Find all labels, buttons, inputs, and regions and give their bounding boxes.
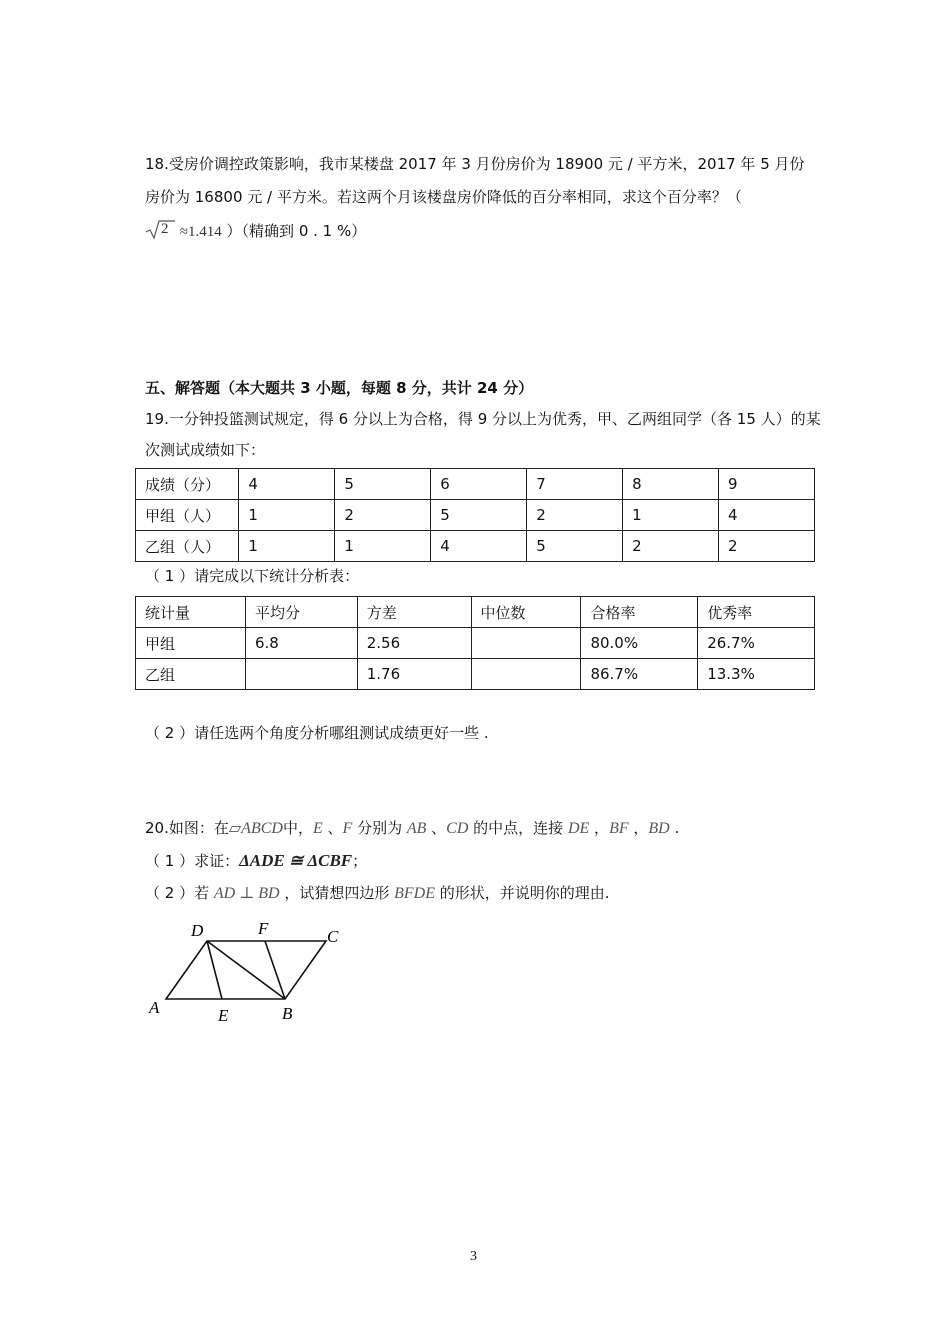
table-cell: 甲组（人） bbox=[136, 500, 239, 531]
approx-value: ≈1.414 bbox=[179, 224, 222, 240]
diagonal-bd bbox=[207, 941, 285, 999]
quadrilateral-name: BFDE bbox=[394, 885, 435, 902]
q20-text: 中， bbox=[282, 819, 313, 837]
q20-intro bbox=[145, 818, 679, 839]
sqrt-expression bbox=[145, 219, 175, 241]
table-cell: 方差 bbox=[357, 597, 471, 628]
table-cell: 甲组 bbox=[136, 628, 246, 659]
q20-text: 的中点，连接 bbox=[468, 819, 568, 837]
table-cell: 5 bbox=[335, 469, 431, 500]
table-cell: 8 bbox=[623, 469, 719, 500]
q18-line-3 bbox=[145, 219, 366, 242]
table-cell: 2.56 bbox=[357, 628, 471, 659]
table-cell: 1 bbox=[335, 531, 431, 562]
table-cell: 9 bbox=[719, 469, 815, 500]
table-cell: 86.7% bbox=[581, 659, 698, 690]
table-cell bbox=[471, 659, 581, 690]
q20-text: （ 2 ）若 bbox=[145, 884, 214, 902]
q19-line-2: 次测试成绩如下： bbox=[145, 441, 266, 459]
q20-text: . bbox=[669, 819, 680, 837]
table-cell: 2 bbox=[623, 531, 719, 562]
table-cell: 统计量 bbox=[136, 597, 246, 628]
label-a: A bbox=[149, 998, 160, 1017]
table-cell: 4 bbox=[431, 531, 527, 562]
page-number: 3 bbox=[470, 1249, 477, 1264]
parallelogram-symbol: ▱ABCD bbox=[228, 820, 283, 837]
table-cell: 6 bbox=[431, 469, 527, 500]
q18-precision: ）（精确到 0 . 1 %） bbox=[226, 222, 367, 240]
label-b: B bbox=[282, 1004, 293, 1023]
table-cell: 1.76 bbox=[357, 659, 471, 690]
label-c: C bbox=[327, 927, 339, 946]
segment-bd: BD bbox=[648, 820, 670, 837]
table-cell: 4 bbox=[719, 500, 815, 531]
table-cell: 6.8 bbox=[245, 628, 357, 659]
congruence-expression: ΔADE ≅ ΔCBF bbox=[239, 851, 353, 870]
q20-text: 的形状，并说明你的理由. bbox=[434, 884, 610, 902]
segment-bf: BF bbox=[609, 820, 629, 837]
table-cell: 80.0% bbox=[581, 628, 698, 659]
label-d: D bbox=[191, 921, 204, 940]
q19-part-1: （ 1 ）请完成以下统计分析表： bbox=[145, 567, 360, 585]
q20-text: 分别为 bbox=[352, 819, 407, 837]
q20-text: 、 bbox=[426, 819, 447, 837]
score-table bbox=[135, 468, 815, 562]
segment-de: DE bbox=[567, 820, 590, 837]
table-cell bbox=[245, 659, 357, 690]
q19-part-2: （ 2 ）请任选两个角度分析哪组测试成绩更好一些 . bbox=[145, 724, 489, 742]
q20-text: 、 bbox=[322, 819, 343, 837]
table-cell: 乙组 bbox=[136, 659, 246, 690]
table-cell: 13.3% bbox=[698, 659, 815, 690]
segment-cd: CD bbox=[446, 820, 469, 837]
table-cell: 2 bbox=[527, 500, 623, 531]
table-cell bbox=[471, 628, 581, 659]
table-row bbox=[136, 597, 815, 628]
table-cell: 2 bbox=[335, 500, 431, 531]
section-heading: 五、解答题（本大题共 3 小题，每题 8 分，共计 24 分） bbox=[145, 379, 534, 397]
table-cell: 7 bbox=[527, 469, 623, 500]
q20-part-1 bbox=[145, 851, 367, 871]
q20-text: （ 1 ）求证： bbox=[145, 852, 240, 870]
table-cell: 4 bbox=[239, 469, 335, 500]
table-cell: 5 bbox=[431, 500, 527, 531]
point-f: F bbox=[342, 820, 353, 837]
table-cell: 优秀率 bbox=[698, 597, 815, 628]
segment-bf-line bbox=[265, 941, 285, 999]
table-cell: 合格率 bbox=[581, 597, 698, 628]
sqrt-radical-icon bbox=[145, 219, 175, 241]
q20-text: ， bbox=[589, 819, 610, 837]
table-row bbox=[136, 659, 815, 690]
table-cell: 1 bbox=[623, 500, 719, 531]
table-cell: 平均分 bbox=[245, 597, 357, 628]
q20-text: ， bbox=[628, 819, 649, 837]
table-cell: 5 bbox=[527, 531, 623, 562]
table-cell: 2 bbox=[719, 531, 815, 562]
statistics-table bbox=[135, 596, 815, 690]
point-e: E bbox=[312, 820, 323, 837]
q18-line-2: 房价为 16800 元 / 平方米。若这两个月该楼盘房价降低的百分率相同，求这个百分率？（ bbox=[145, 188, 742, 206]
sqrt-argument: 2 bbox=[161, 221, 169, 237]
segment-ab: AB bbox=[406, 820, 427, 837]
table-cell: 1 bbox=[239, 531, 335, 562]
q19-line-1: 19.一分钟投篮测试规定，得 6 分以上为合格，得 9 分以上为优秀，甲、乙两组同学（各 15 人）的某 bbox=[145, 410, 821, 428]
table-row bbox=[136, 531, 815, 562]
perpendicular-expression: AD ⊥ BD bbox=[213, 885, 280, 902]
table-row bbox=[136, 500, 815, 531]
q20-text: ； bbox=[352, 852, 368, 870]
q20-text: 20.如图：在 bbox=[145, 819, 229, 837]
label-e: E bbox=[218, 1006, 229, 1025]
table-row bbox=[136, 469, 815, 500]
q18-line-1: 18.受房价调控政策影响，我市某楼盘 2017 年 3 月份房价为 18900 元 / 平方米，2017 年 5 月份 bbox=[145, 155, 805, 173]
table-cell: 成绩（分） bbox=[136, 469, 239, 500]
table-cell: 1 bbox=[239, 500, 335, 531]
table-cell: 中位数 bbox=[471, 597, 581, 628]
table-cell: 乙组（人） bbox=[136, 531, 239, 562]
q20-part-2 bbox=[145, 883, 610, 904]
label-f: F bbox=[258, 919, 269, 938]
q20-text: ，试猜想四边形 bbox=[279, 884, 395, 902]
table-row bbox=[136, 628, 815, 659]
parallelogram-figure bbox=[140, 915, 360, 1030]
table-cell: 26.7% bbox=[698, 628, 815, 659]
